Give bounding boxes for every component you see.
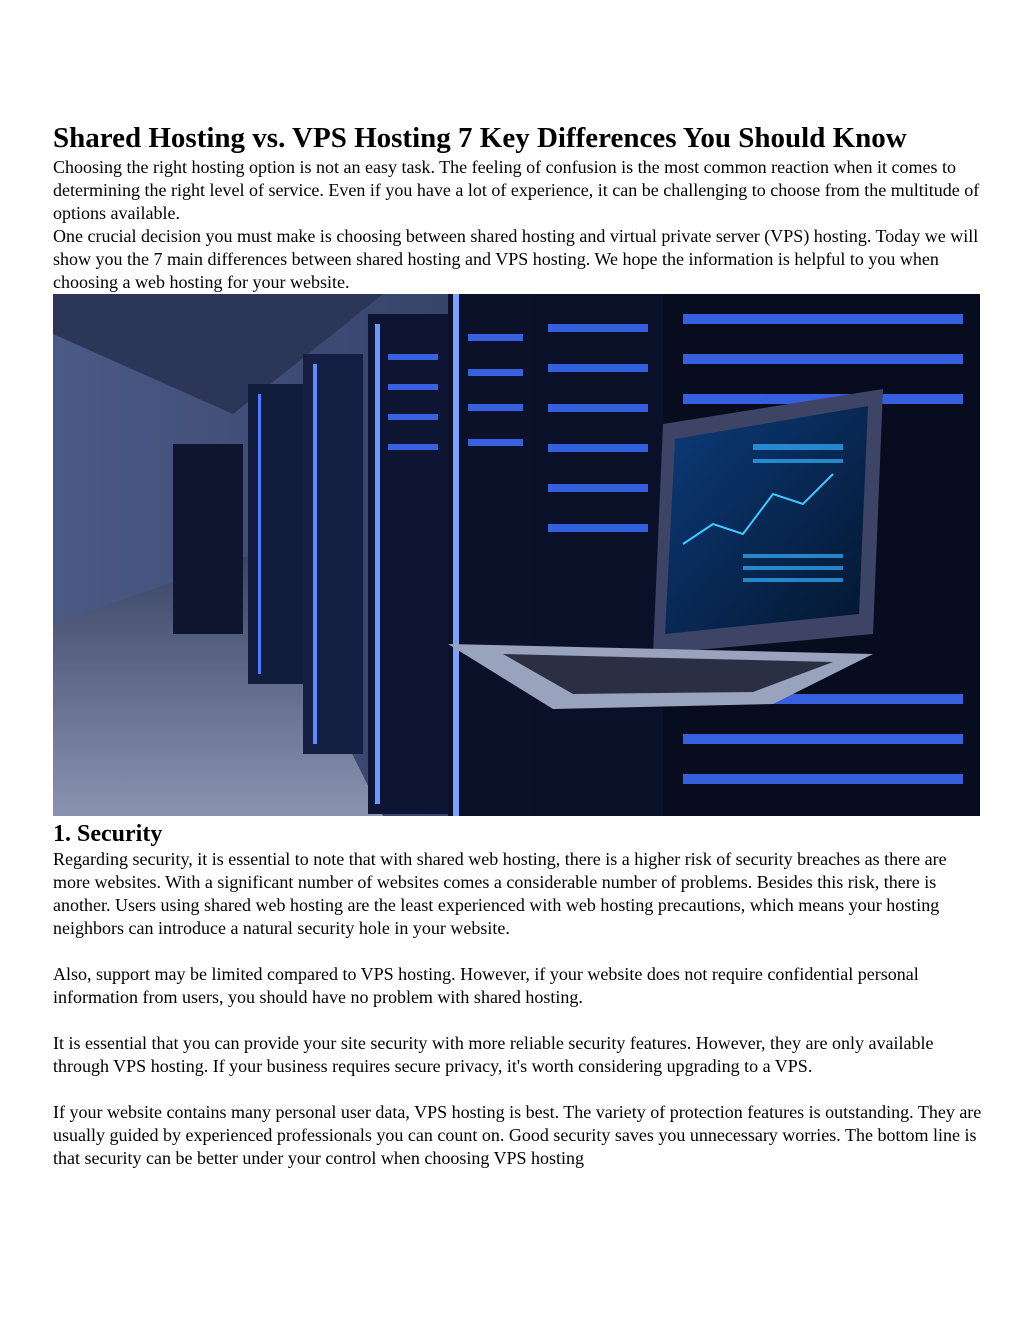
section-security: [53, 820, 983, 1170]
server-room-photo: [53, 294, 980, 816]
intro-paragraph-2: One crucial decision you must make is choosing between shared hosting and virtual private server (VPS) hosting. Today we will show you the 7 main differences between shared hosting and VPS hosting. We hope the information is helpful to you when choosing a web hosting for your website.: [53, 226, 979, 292]
section-heading: 1. Security: [53, 821, 163, 847]
section-paragraph-3: It is essential that you can provide your site security with more reliable security features. However, they are only available through VPS hosting. If your business requires secure privacy, it's worth considering upgrading to a VPS.: [53, 1033, 934, 1076]
server-room-illustration: [53, 294, 980, 816]
section-paragraph-1: Regarding security, it is essential to note that with shared web hosting, there is a higher risk of security breaches as there are more websites. With a significant number of websites comes a considerable number of problems. Besides this risk, there is another. Users using shared web hosting are the least experienced with web hosting precautions, which means your hosting neighbors can introduce a natural security hole in your website.: [53, 849, 947, 938]
article: [53, 120, 983, 1170]
intro-paragraph-1: Choosing the right hosting option is not an easy task. The feeling of confusion is the most common reaction when it comes to determining the right level of service. Even if you have a lot of experience, it can be challenging to choose from the multitude of options available.: [53, 157, 980, 223]
intro: [53, 156, 983, 294]
article-title: Shared Hosting vs. VPS Hosting 7 Key Differences You Should Know: [53, 122, 907, 154]
section-paragraph-2: Also, support may be limited compared to VPS hosting. However, if your website does not require confidential personal information from users, you should have no problem with shared hosting.: [53, 964, 919, 1007]
section-paragraph-4: If your website contains many personal user data, VPS hosting is best. The variety of protection features is outstanding. They are usually guided by experienced professionals you can count on. Good security saves you unnecessary worries. The bottom line is that security can be better under your control when choosing VPS hosting: [53, 1102, 982, 1168]
